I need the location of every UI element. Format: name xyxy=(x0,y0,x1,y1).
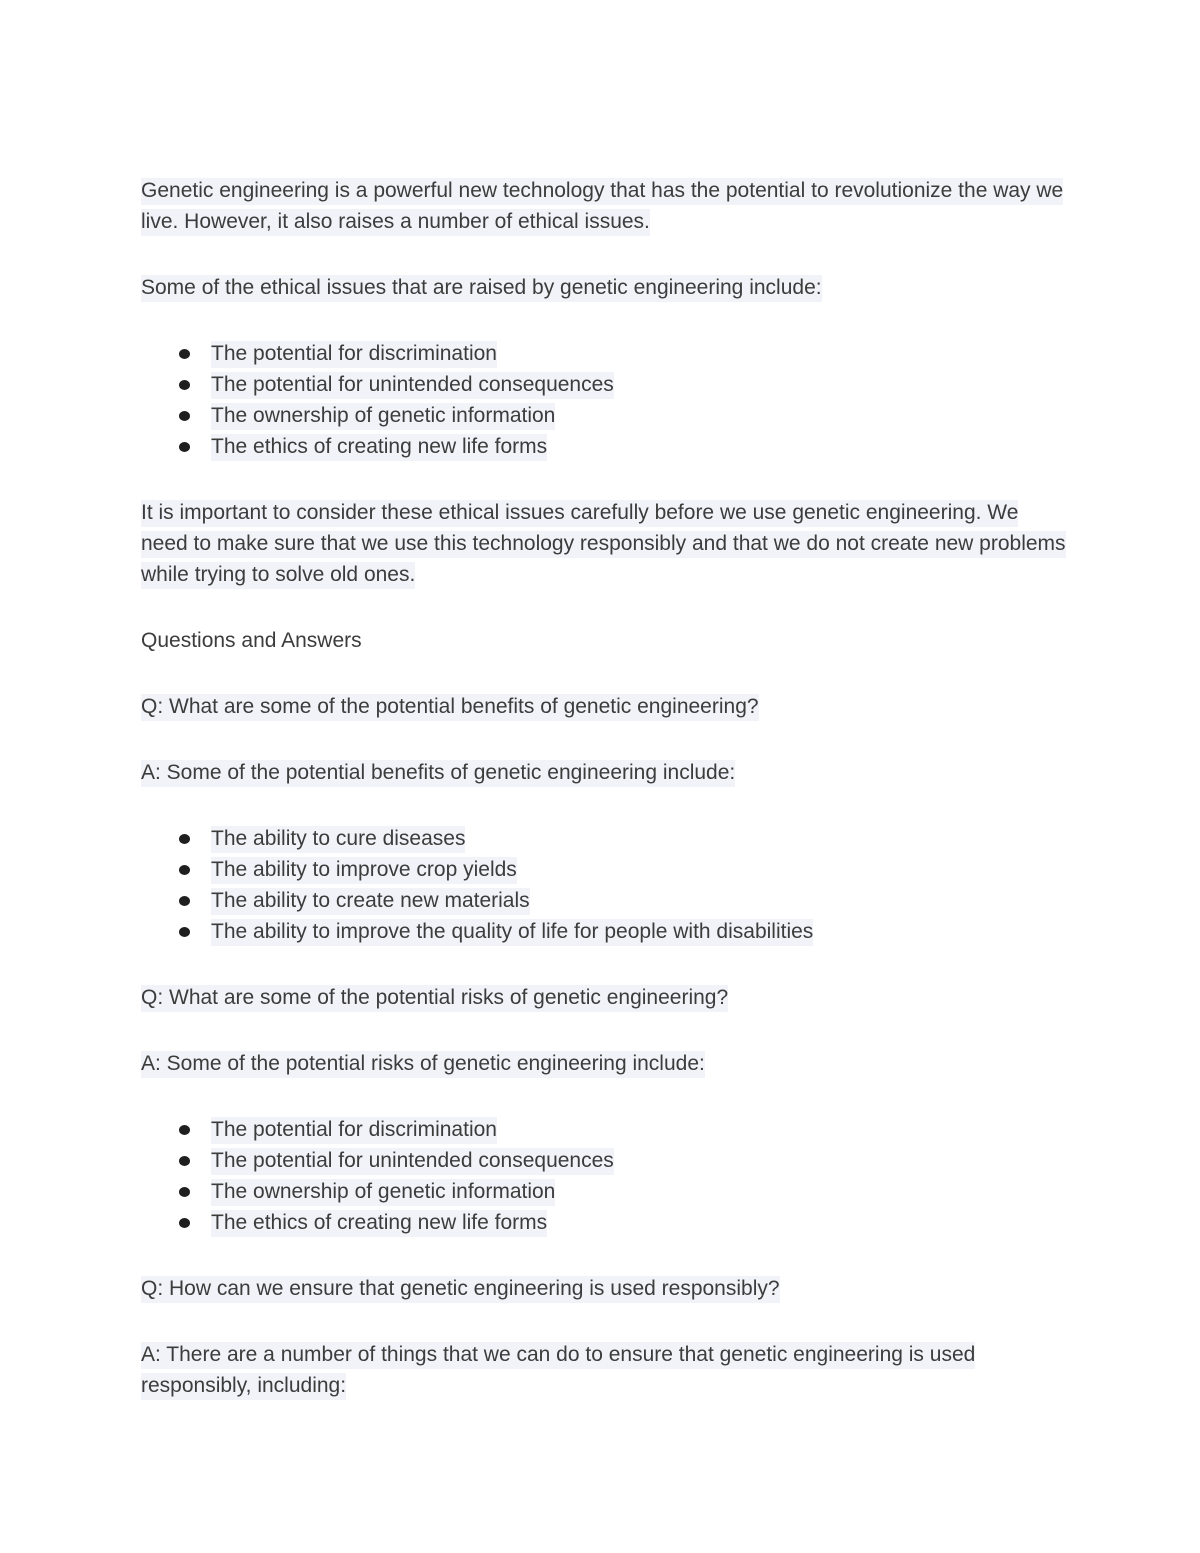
intro-paragraph xyxy=(141,175,1066,237)
issues-lead-text: Some of the ethical issues that are raised by genetic engineering include: xyxy=(141,275,822,302)
list-item: The potential for discrimination xyxy=(141,338,1066,369)
bullet-icon xyxy=(179,1125,190,1135)
issues-list xyxy=(141,338,1066,462)
list-item: The ownership of genetic information xyxy=(141,400,1066,431)
list-item: The ability to improve crop yields xyxy=(141,854,1066,885)
list-item: The ability to cure diseases xyxy=(141,823,1066,854)
qa-heading xyxy=(141,625,1066,656)
document-body xyxy=(141,175,1066,1436)
bullet-icon xyxy=(179,349,190,359)
bullet-icon xyxy=(179,411,190,421)
question-1: Q: What are some of the potential benefits of genetic engineering? xyxy=(141,691,1066,722)
bullet-icon xyxy=(179,1187,190,1197)
benefits-list xyxy=(141,823,1066,947)
list-item: The ethics of creating new life forms xyxy=(141,1207,1066,1238)
bullet-icon xyxy=(179,442,190,452)
answer-1: A: Some of the potential benefits of genetic engineering include: xyxy=(141,757,1066,788)
question-2: Q: What are some of the potential risks of genetic engineering? xyxy=(141,982,1066,1013)
risks-list xyxy=(141,1114,1066,1238)
answer-3: A: There are a number of things that we can do to ensure that genetic engineering is used responsibly, including: xyxy=(141,1339,1066,1401)
list-item: The potential for unintended consequences xyxy=(141,1145,1066,1176)
importance-text: It is important to consider these ethical issues carefully before we use genetic engineering. We need to make sure that we use this technology responsibly and that we do not create new problems while trying to solve old ones. xyxy=(141,500,1066,589)
issues-lead-paragraph xyxy=(141,272,1066,303)
bullet-icon xyxy=(179,927,190,937)
list-item: The potential for unintended consequences xyxy=(141,369,1066,400)
bullet-icon xyxy=(179,380,190,390)
bullet-icon xyxy=(179,1218,190,1228)
list-item: The ownership of genetic information xyxy=(141,1176,1066,1207)
bullet-icon xyxy=(179,1156,190,1166)
qa-heading-text: Questions and Answers xyxy=(141,629,362,652)
intro-text: Genetic engineering is a powerful new technology that has the potential to revolutionize the way we live. However, it also raises a number of ethical issues. xyxy=(141,178,1063,236)
list-item: The ability to improve the quality of life for people with disabilities xyxy=(141,916,1066,947)
answer-2: A: Some of the potential risks of genetic engineering include: xyxy=(141,1048,1066,1079)
bullet-icon xyxy=(179,865,190,875)
importance-paragraph xyxy=(141,497,1066,590)
list-item: The ability to create new materials xyxy=(141,885,1066,916)
bullet-icon xyxy=(179,834,190,844)
list-item: The ethics of creating new life forms xyxy=(141,431,1066,462)
bullet-icon xyxy=(179,896,190,906)
question-3: Q: How can we ensure that genetic engineering is used responsibly? xyxy=(141,1273,1066,1304)
list-item: The potential for discrimination xyxy=(141,1114,1066,1145)
